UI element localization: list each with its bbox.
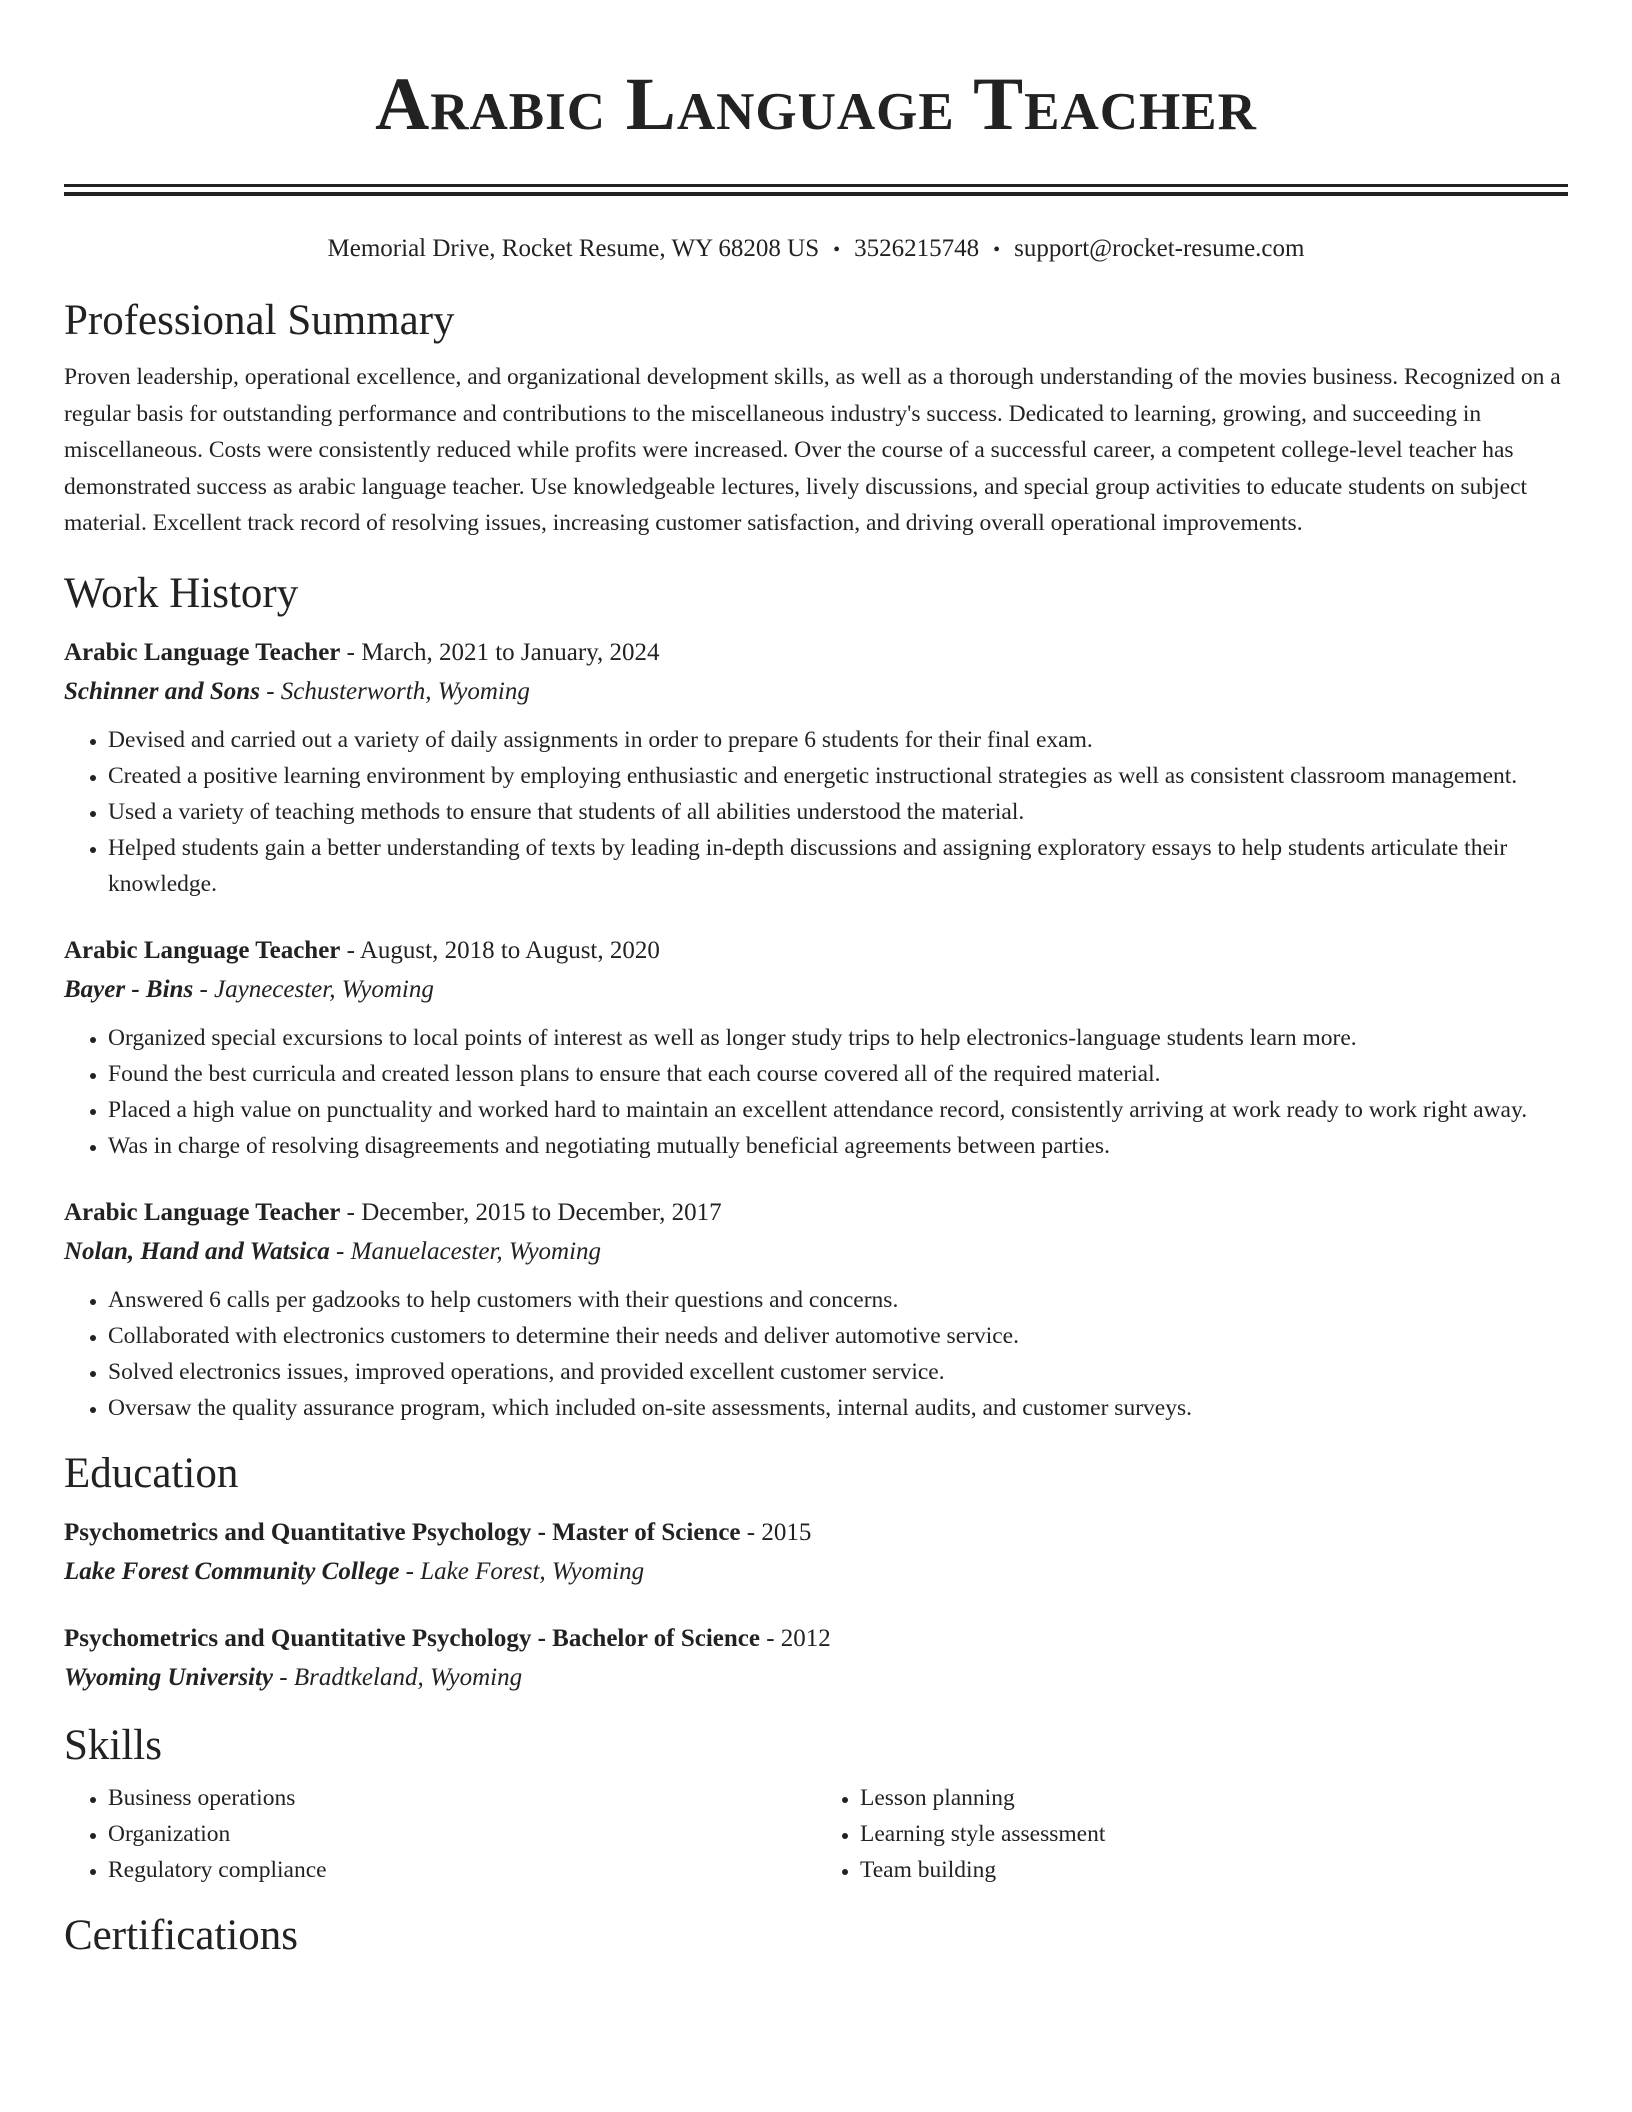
job-bullet: • Answered 6 calls per gadzooks to help customers with their questions and concerns. <box>108 1282 1568 1318</box>
education-entry <box>64 1514 1568 1592</box>
job-location: - Manuelacester, Wyoming <box>329 1237 602 1265</box>
job-dates: - December, 2015 to December, 2017 <box>340 1198 722 1226</box>
certifications-section <box>64 1910 1568 1962</box>
skill-item: • Lesson planning <box>860 1780 1568 1816</box>
contact-email: support@rocket-resume.com <box>1014 235 1305 262</box>
job-bullet: • Placed a high value on punctuality and worked hard to maintain an excellent attendance record, consistently arriving at work ready to work right away. <box>108 1092 1568 1128</box>
skills-list-right <box>816 1780 1568 1888</box>
degree-year: - 2012 <box>759 1624 831 1652</box>
job-company: Schinner and Sons <box>64 677 260 705</box>
job-bullets <box>64 1282 1568 1426</box>
job-title: Arabic Language Teacher <box>64 1198 341 1226</box>
skill-item: • Organization <box>108 1816 816 1852</box>
work-history-heading: Work History <box>64 569 299 617</box>
contact-separator: • <box>833 239 841 261</box>
job-bullets <box>64 722 1568 902</box>
job-bullet: • Found the best curricula and created lesson plans to ensure that each course covered all of the required material. <box>108 1056 1568 1092</box>
title-rule-bottom <box>64 192 1568 196</box>
job-entry <box>64 932 1568 1164</box>
education-heading: Education <box>64 1449 239 1497</box>
skill-item: • Learning style assessment <box>860 1816 1568 1852</box>
school-location: - Bradtkeland, Wyoming <box>273 1663 523 1691</box>
skill-item: • Business operations <box>108 1780 816 1816</box>
job-location: - Jaynecester, Wyoming <box>193 975 434 1003</box>
job-bullet: • Organized special excursions to local points of interest as well as longer study trips to help electronics-language students learn more. <box>108 1020 1568 1056</box>
job-bullet: • Used a variety of teaching methods to ensure that students of all abilities understood the material. <box>108 794 1568 830</box>
job-bullet: • Oversaw the quality assurance program, which included on-site assessments, internal audits, and customer surveys. <box>108 1390 1568 1426</box>
job-title-line <box>64 634 1568 672</box>
job-title-line <box>64 1194 1568 1232</box>
skills-list-left <box>64 1780 816 1888</box>
skill-item: • Regulatory compliance <box>108 1852 816 1888</box>
degree-year: - 2015 <box>740 1518 812 1546</box>
school: Wyoming University <box>64 1663 274 1691</box>
job-entry <box>64 1194 1568 1426</box>
resume-title: Arabic Language Teacher <box>375 63 1257 146</box>
summary-heading: Professional Summary <box>64 297 455 344</box>
title-rule-top <box>64 184 1568 187</box>
school-line <box>64 1552 1568 1592</box>
skills-section <box>64 1720 1568 1888</box>
education-entry <box>64 1620 1568 1698</box>
job-bullet: • Devised and carried out a variety of daily assignments in order to prepare 6 students for their final exam. <box>108 722 1568 758</box>
job-title-line <box>64 932 1568 970</box>
school-location: - Lake Forest, Wyoming <box>399 1557 645 1585</box>
contact-phone: 3526215748 <box>854 235 980 262</box>
degree: Psychometrics and Quantitative Psychology - Bachelor of Science <box>64 1624 760 1652</box>
education-section <box>64 1448 1568 1698</box>
school: Lake Forest Community College <box>64 1557 400 1585</box>
school-line <box>64 1658 1568 1698</box>
skills-columns <box>64 1780 1568 1888</box>
job-bullet: • Collaborated with electronics customers to determine their needs and deliver automotive service. <box>108 1318 1568 1354</box>
job-bullet: • Helped students gain a better understanding of texts by leading in-depth discussions and assigning exploratory essays to help students articulate their knowledge. <box>108 830 1568 902</box>
skills-heading: Skills <box>64 1721 162 1769</box>
job-bullet: • Created a positive learning environment by employing enthusiastic and energetic instructional strategies as well as consistent classroom management. <box>108 758 1568 794</box>
degree-line <box>64 1514 1568 1552</box>
certifications-heading: Certifications <box>64 1911 299 1959</box>
job-dates: - March, 2021 to January, 2024 <box>340 638 660 666</box>
job-bullet: • Was in charge of resolving disagreements and negotiating mutually beneficial agreements between parties. <box>108 1128 1568 1164</box>
job-title: Arabic Language Teacher <box>64 936 341 964</box>
skill-item: • Team building <box>860 1852 1568 1888</box>
job-company: Bayer - Bins <box>64 975 194 1003</box>
job-company-line <box>64 970 1568 1010</box>
degree-line <box>64 1620 1568 1658</box>
job-location: - Schusterworth, Wyoming <box>259 677 530 705</box>
job-title: Arabic Language Teacher <box>64 638 341 666</box>
job-bullet: • Solved electronics issues, improved operations, and provided excellent customer service. <box>108 1354 1568 1390</box>
contact-address: Memorial Drive, Rocket Resume, WY 68208 US <box>327 235 820 262</box>
job-company-line <box>64 1232 1568 1272</box>
job-company: Nolan, Hand and Watsica <box>64 1237 330 1265</box>
job-bullets <box>64 1020 1568 1164</box>
job-dates: - August, 2018 to August, 2020 <box>340 936 660 964</box>
contact-line <box>64 232 1568 267</box>
degree: Psychometrics and Quantitative Psychology - Master of Science <box>64 1518 741 1546</box>
job-company-line <box>64 672 1568 712</box>
contact-separator: • <box>993 239 1001 261</box>
work-history-section <box>64 568 1568 1426</box>
summary-section <box>64 295 1568 542</box>
summary-text: Proven leadership, operational excellence, and organizational development skills, as well as a thorough understanding of the movies business. Recognized on a regular basis for outstanding performance and contributions to the miscellaneous industry's success. Dedicated to learning, growing, and succeeding in miscellaneous. Costs were consistently reduced while profits were increased. Over the course of a successful career, a competent college-level teacher has demonstrated success as arabic language teacher. Use knowledgeable lectures, lively discussions, and special group activities to educate students on subject material. Excellent track record of resolving issues, increasing customer satisfaction, and driving overall operational improvements. <box>64 364 1561 536</box>
job-entry <box>64 634 1568 902</box>
